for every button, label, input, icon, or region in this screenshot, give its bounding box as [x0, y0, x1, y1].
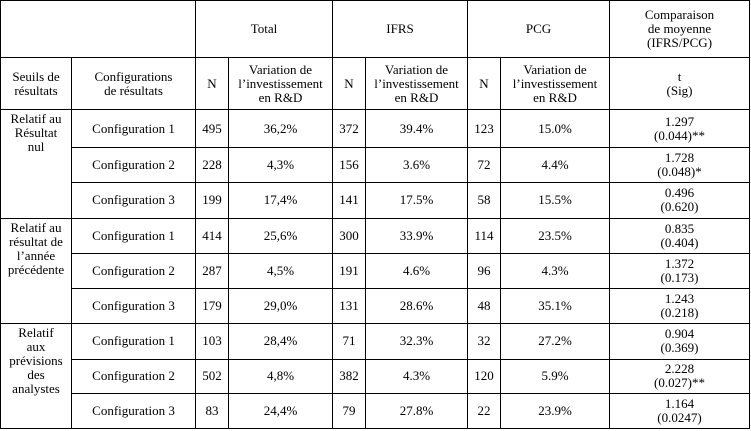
pcg-variation-cell: 5.9%: [501, 359, 610, 394]
total-variation-cell: 17,4%: [229, 182, 333, 218]
subheader-row: [1, 57, 750, 110]
ifrs-n-cell: 382: [333, 359, 366, 394]
ifrs-n-cell: 71: [333, 323, 366, 359]
total-variation-cell: 4,3%: [229, 148, 333, 183]
pcg-variation-cell: 4.3%: [501, 254, 610, 289]
total-variation-cell: 28,4%: [229, 323, 333, 359]
total-n-cell: 495: [196, 110, 229, 148]
seuil-label-previsions-analystes: Relatif aux prévisions des analystes: [1, 323, 72, 428]
total-variation-cell: 4,5%: [229, 254, 333, 289]
total-variation-cell: 24,4%: [229, 394, 333, 429]
pcg-n-cell: 22: [468, 394, 501, 429]
t-sig-cell: 2.228 (0.027)**: [610, 359, 750, 394]
subheader-total-n: N: [196, 57, 229, 110]
total-n-cell: 103: [196, 323, 229, 359]
ifrs-variation-cell: 4.3%: [366, 359, 468, 394]
table-row: [1, 289, 750, 324]
config-cell: Configuration 1: [72, 323, 196, 359]
subheader-ifrs-variation: Variation de l’investissement en R&D: [366, 57, 468, 110]
total-variation-cell: 29,0%: [229, 289, 333, 324]
config-cell: Configuration 3: [72, 394, 196, 429]
pcg-n-cell: 114: [468, 218, 501, 254]
total-variation-cell: 4,8%: [229, 359, 333, 394]
ifrs-variation-cell: 3.6%: [366, 148, 468, 183]
table-row: [1, 110, 750, 148]
header-pcg: PCG: [468, 1, 610, 58]
t-sig-cell: 1.728 (0.048)*: [610, 148, 750, 183]
seuil-label-annee-precedente: Relatif au résultat de l’année précédente: [1, 218, 72, 323]
subheader-pcg-n: N: [468, 57, 501, 110]
config-cell: Configuration 1: [72, 218, 196, 254]
pcg-n-cell: 72: [468, 148, 501, 183]
seuil-label-resultat-nul: Relatif au Résultat nul: [1, 110, 72, 218]
header-comparaison: Comparaison de moyenne (IFRS/PCG): [610, 1, 750, 58]
ifrs-variation-cell: 28.6%: [366, 289, 468, 324]
config-cell: Configuration 2: [72, 254, 196, 289]
pcg-variation-cell: 15.5%: [501, 182, 610, 218]
pcg-variation-cell: 4.4%: [501, 148, 610, 183]
pcg-variation-cell: 27.2%: [501, 323, 610, 359]
pcg-variation-cell: 15.0%: [501, 110, 610, 148]
ifrs-n-cell: 141: [333, 182, 366, 218]
ifrs-variation-cell: 4.6%: [366, 254, 468, 289]
ifrs-n-cell: 372: [333, 110, 366, 148]
pcg-n-cell: 120: [468, 359, 501, 394]
pcg-n-cell: 123: [468, 110, 501, 148]
t-sig-cell: 1.297 (0.044)**: [610, 110, 750, 148]
total-variation-cell: 25,6%: [229, 218, 333, 254]
empty-header-cell: [1, 1, 196, 58]
pcg-n-cell: 58: [468, 182, 501, 218]
subheader-configurations: Configurations de résultats: [72, 57, 196, 110]
table-row: [1, 254, 750, 289]
t-sig-cell: 0.904 (0.369): [610, 323, 750, 359]
table-row: [1, 359, 750, 394]
ifrs-variation-cell: 27.8%: [366, 394, 468, 429]
total-variation-cell: 36,2%: [229, 110, 333, 148]
ifrs-n-cell: 79: [333, 394, 366, 429]
total-n-cell: 199: [196, 182, 229, 218]
table-row: [1, 218, 750, 254]
ifrs-variation-cell: 39.4%: [366, 110, 468, 148]
header-total: Total: [196, 1, 333, 58]
subheader-t-sig: t (Sig): [610, 57, 750, 110]
header-ifrs: IFRS: [333, 1, 468, 58]
table-body: [1, 1, 750, 429]
ifrs-n-cell: 300: [333, 218, 366, 254]
total-n-cell: 179: [196, 289, 229, 324]
header-row: [1, 1, 750, 58]
total-n-cell: 83: [196, 394, 229, 429]
config-cell: Configuration 2: [72, 359, 196, 394]
t-sig-cell: 1.372 (0.173): [610, 254, 750, 289]
ifrs-n-cell: 156: [333, 148, 366, 183]
subheader-ifrs-n: N: [333, 57, 366, 110]
total-n-cell: 228: [196, 148, 229, 183]
total-n-cell: 414: [196, 218, 229, 254]
t-sig-cell: 0.835 (0.404): [610, 218, 750, 254]
pcg-variation-cell: 23.5%: [501, 218, 610, 254]
pcg-n-cell: 96: [468, 254, 501, 289]
total-n-cell: 502: [196, 359, 229, 394]
ifrs-variation-cell: 32.3%: [366, 323, 468, 359]
pcg-variation-cell: 35.1%: [501, 289, 610, 324]
t-sig-cell: 0.496 (0.620): [610, 182, 750, 218]
table-row: [1, 148, 750, 183]
table-row: [1, 394, 750, 429]
table-row: [1, 323, 750, 359]
t-sig-cell: 1.243 (0.218): [610, 289, 750, 324]
ifrs-n-cell: 131: [333, 289, 366, 324]
subheader-pcg-variation: Variation de l’investissement en R&D: [501, 57, 610, 110]
config-cell: Configuration 3: [72, 182, 196, 218]
ifrs-variation-cell: 33.9%: [366, 218, 468, 254]
ifrs-n-cell: 191: [333, 254, 366, 289]
table-row: [1, 182, 750, 218]
pcg-n-cell: 48: [468, 289, 501, 324]
t-sig-cell: 1.164 (0.0247): [610, 394, 750, 429]
pcg-n-cell: 32: [468, 323, 501, 359]
total-n-cell: 287: [196, 254, 229, 289]
config-cell: Configuration 1: [72, 110, 196, 148]
ifrs-variation-cell: 17.5%: [366, 182, 468, 218]
config-cell: Configuration 2: [72, 148, 196, 183]
pcg-variation-cell: 23.9%: [501, 394, 610, 429]
config-cell: Configuration 3: [72, 289, 196, 324]
subheader-seuils: Seuils de résultats: [1, 57, 72, 110]
subheader-total-variation: Variation de l’investissement en R&D: [229, 57, 333, 110]
